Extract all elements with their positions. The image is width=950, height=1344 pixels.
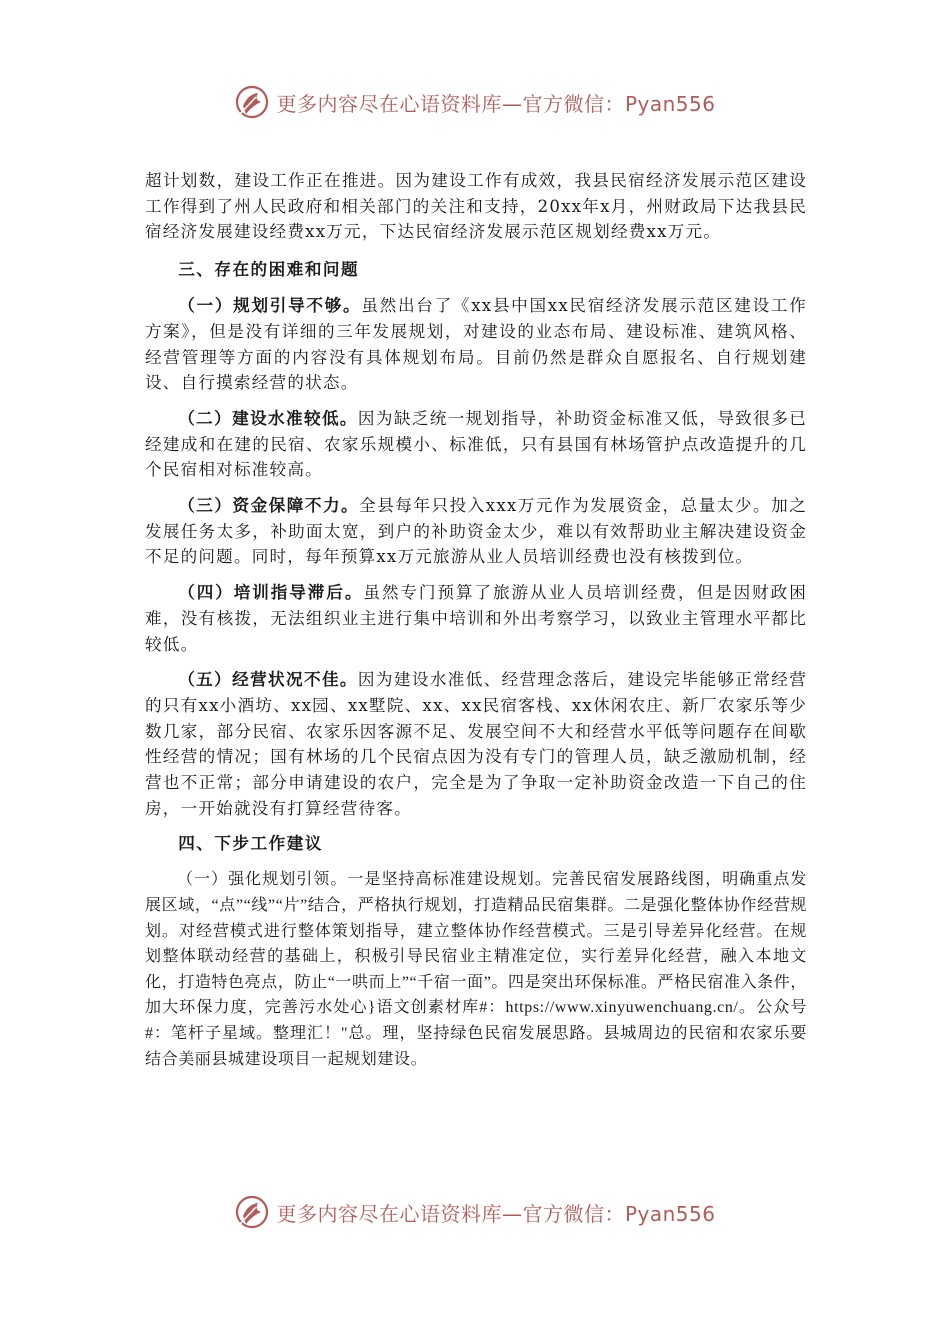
brand-logo-icon xyxy=(234,1194,270,1230)
problem-3-lead: （三）资金保障不力。 xyxy=(178,496,360,516)
problem-5-text: 因为建设水准低、经营理念落后，建设完毕能够正常经营的只有xx小酒坊、xx园、xx墅院、xx、xx民宿客栈、xx休闲农庄、新厂农家乐等少数几家，部分民宿、农家乐因客源不足、发展空间不大和经营水平低等问题存在间歇性经营的情况；国有林场的几个民宿点因为没有专门的管理人员，缺乏激励机制，经营也不正常；部分申请建设的农户，完全是为了争取一定补助资金改造一下自己的住房，一开始就没有打算经营待客。 xyxy=(145,670,808,818)
problem-5-paragraph xyxy=(145,667,807,821)
problem-4-lead: （四）培训指导滞后。 xyxy=(178,583,364,603)
problem-4-paragraph xyxy=(145,580,807,657)
header-banner-text: 更多内容尽在心语资料库—官方微信：Pyan556 xyxy=(276,91,716,116)
brand-logo-icon xyxy=(234,84,270,120)
problem-5-lead: （五）经营状况不佳。 xyxy=(178,670,358,690)
section-3-heading: 三、存在的困难和问题 xyxy=(178,260,360,280)
problem-4-text: 虽然专门预算了旅游从业人员培训经费，但是因财政困难，没有核拨，无法组织业主进行集中培训和外出考察学习，以致业主管理水平都比较低。 xyxy=(145,583,807,654)
intro-paragraph: 超计划数，建设工作正在推进。因为建设工作有成效，我县民宿经济发展示范区建设工作得到了州人民政府和相关部门的关注和支持，20xx年x月，州财政局下达我县民宿经济发展建设经费xx万元，下达民宿经济发展示范区规划经费xx万元。 xyxy=(145,171,807,242)
problem-2-lead: （二）建设水准较低。 xyxy=(178,408,358,428)
problem-2-text: 因为缺乏统一规划指导，补助资金标准又低，导致很多已经建成和在建的民宿、农家乐规模小、标准低，只有县国有林场管护点改造提升的几个民宿相对标准较高。 xyxy=(145,408,808,480)
footer-banner-text: 更多内容尽在心语资料库—官方微信：Pyan556 xyxy=(276,1201,716,1226)
problem-1-paragraph xyxy=(145,293,807,396)
suggestion-paragraph: （一）强化规划引领。一是坚持高标准建设规划。完善民宿发展路线图，明确重点发展区域，“点”“线”“片”结合，严格执行规划，打造精品民宿集群。二是强化整体协作经营规划。对经营模式进行整体策划指导，建立整体协作经营模式。三是引导差异化经营。在规划整体联动经营的基础上，积极引导民宿业主精准定位，实行差异化经营，融入本地文化，打造特色亮点，防止“一哄而上”“千宿一面”。四是突出环保标准。严格民宿准入条件，加大环保力度，完善污水处心}语文创素材库#：https://www.xinyuwenchuang.cn/。公众号#：笔杆子星域。整理汇！"总。理，坚持绿色民宿发展思路。县城周边的民宿和农家乐要结合美丽县城建设项目一起规划建设。 xyxy=(145,871,807,1068)
section-4-heading: 四、下步工作建议 xyxy=(178,834,323,854)
header-banner xyxy=(0,82,950,122)
footer-banner xyxy=(0,1192,950,1232)
document-body xyxy=(145,168,807,1072)
problem-3-text: 全县每年只投入xxx万元作为发展资金，总量太少。加之发展任务太多，补助面太宽，到户的补助资金太少，难以有效帮助业主解决建设资金不足的问题。同时，每年预算xx万元旅游从业人员培训经费也没有核拨到位。 xyxy=(145,496,807,567)
problem-2-paragraph xyxy=(145,406,807,483)
problem-3-paragraph xyxy=(145,493,807,570)
problem-1-lead: （一）规划引导不够。 xyxy=(178,296,362,316)
problem-1-text: 虽然出台了《xx县中国xx民宿经济发展示范区建设工作方案》，但是没有详细的三年发展规划，对建设的业态布局、建设标准、建筑风格、经营管理等方面的内容没有具体规划布局。目前仍然是群众自愿报名、自行规划建设、自行摸索经营的状态。 xyxy=(145,296,807,393)
